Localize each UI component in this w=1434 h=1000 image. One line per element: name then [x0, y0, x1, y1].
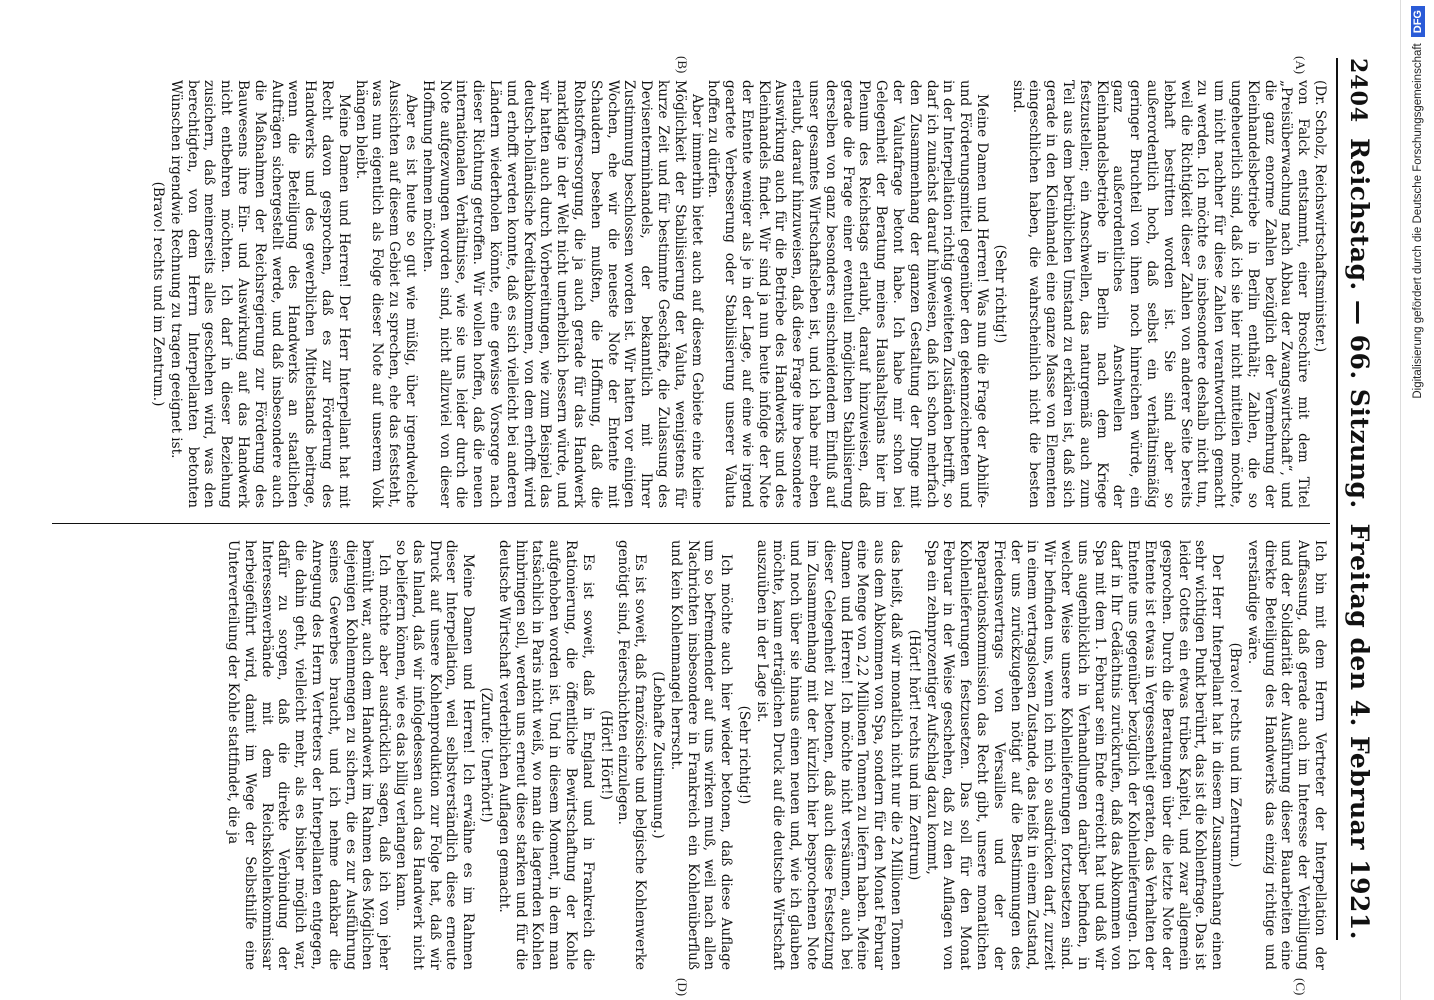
page-number: 2404 — [1345, 58, 1371, 124]
column-divider — [52, 523, 1330, 524]
paragraph: Ich möchte auch hier wieder betonen, daß diese Auflage um so befremdender auf uns wirken muß, weil nach allen Nachrichten insbesondere in Frankreich ein Kohlenüberfluß und kein Kohlenmangel herrscht. — [667, 540, 735, 970]
margin-mark-b: (B) — [675, 56, 690, 74]
paragraph: Ich möchte aber ausdrücklich sagen, daß ich von jeher bemüht war, auch dem Handwerk im Rahmen des Möglichen diejenigen Kohlenmengen zu sichern, die es zur Ausführung seines Gewerbes braucht, und ich nehme dankbar die Anregung des Herrn Vertreters der Interpellanten entgegen, die dahin geht, vielleicht mehr, als es bisher möglich war, dafür zu sorgen, daß die direkte Verbindung der Interessenverbände mit dem Reichskohlenkommissar herbeigeführt wird, damit im Wege der Selbsthilfe eine Unterverteilung der Kohle stattfindet, die ja — [225, 540, 393, 970]
left-column — [60, 80, 1328, 508]
paragraph: Aber immerhin bietet auch auf diesem Gebiete eine kleine Möglichkeit der Stabilisierung der Valuta, wenigstens für kurze Zeit und für bestimmte Geschäfte, die Zulassung des Devisenterminhandels, der bekanntlich mit Ihrer Zustimmung beschlossen worden ist. Wir hatten vor einigen Wochen, ehe wir die neueste Note der Entente mit Schaudern besehen mußten, die Hoffnung, daß die Rohstoffversorgung, die ja auch gerade für das Handwerk marktlage in der Welt nicht unerheblich bessern würde, und wir hatten auch durch Vorbereitungen, wie zum Beispiel das deutsch-holländische Kreditabkommen, von dem erhofft wird und erhofft werden konnte, daß es sich vielleicht bei anderen Ländern wiederholen könnte, eine gewisse Vorsorge nach dieser Richtung getroffen. Wir wollen hoffen, daß die neuen internationalen Verhältnisse, wie sie uns leider durch die Note aufgezwungen worden sind, nicht allzuviel von dieser Hoffnung nehmen möchten. — [419, 80, 705, 508]
interjection: (Lebhafte Zustimmung.) — [649, 671, 666, 839]
header-rule — [1336, 58, 1338, 940]
header-date: Freitag den 4. Februar 1921. — [1345, 523, 1374, 940]
paragraph: Ich bin mit dem Herrn Vertreter der Interpellation der Auffassung, daß gerade auch im Interesse der Verbilligung und der Solidarität der Ausführung dieser Bauarbeiten eine direkte Beteiligung des Handwerks das einzig richtige und verständige wäre. — [1244, 540, 1328, 970]
margin-mark-c: (C) — [1293, 978, 1308, 996]
dfg-logo: DFG — [1411, 6, 1425, 37]
paragraph: Der Herr Interpellant hat in diesem Zusammenhang einen sehr wichtigen Punkt berührt, das ist die Kohlenfrage. Das ist leider Gottes ein etwas trübes Kapitel, und zwar allgemein gesprochen. Durch die Beratungen über die letzte Note der Entente ist etwas in Vergessenheit geraten, das Verhalten der Entente uns gegenüber bezüglich der Kohlenlieferungen. Ich darf in Ihr Gedächtnis zurückrufen, daß das Abkommen von Spa mit dem 1. Februar sein Ende erreicht hat und daß wir uns augenblicklich in Verhandlungen darüber befinden, in welcher Weise unsere Kohlenlieferungen fortzusetzen sind. Wir befinden uns, wenn ich mich so ausdrücken darf, zurzeit in einem vertragslosen Zustande, das heißt in einem Zustand, der uns zurückzugehen nötigt auf die Bestimmungen des Friedensvertrags von Versailles und der der Reparationskommission das Recht gibt, unsere monatlichen Kohlenlieferungen festzusetzen. Das soll für den Monat Februar in der Weise geschehen, daß zu den Auflagen von Spa ein zehnprozentiger Aufschlag dazu kommt, — [923, 540, 1226, 970]
interjection: (Sehr richtig!) — [735, 705, 752, 805]
interjection: (Bravo! rechts und im Zentrum.) — [150, 181, 167, 407]
funding-text: Digitalisierung gefördert durch die Deutsche Forschungsgemeinschaft — [1412, 43, 1424, 399]
funding-sidebar — [1400, 0, 1434, 1000]
margin-mark-a: (A) — [1293, 56, 1308, 75]
interjection: (Hört! Hört!) — [597, 710, 614, 800]
page-header — [1344, 58, 1374, 940]
paragraph: von Falck entstammt, einer Broschüre mit dem Titel „Preisüberwachung nach Abbau der Zwangswirtschaft“, und die ganz enorme Zahlen bezüglich der Vermehrung der Kleinhandelsbetriebe in Berlin enthält; Zahlen, die so ungeheuerlich sind, daß ich sie hier nicht mitteilen möchte, um nicht nachher für diese Zahlen verantwortlich gemacht zu werden. Ich möchte es insbesondere deshalb nicht tun, weil die Richtigkeit dieser Zahlen von anderer Seite bereits lebhaft bestritten worden ist. Sie sind aber so außerordentlich hoch, daß selbst ein verhältnismäßig geringer Bruchteil von ihnen noch hinreichen würde, ein ganz außerordentliches Anschwellen der Kleinhandelsbetriebe in Berlin nach dem Kriege festzustellen; ein Anschwellen, das naturgemäß auch zum Teil aus dem betrüblichen Umstand zu erklären ist, daß sich gerade in den Kleinhandel eine ganze Masse von Elementen eingeschlichen haben, die wahrscheinlich nicht die besten sind. — [1009, 80, 1312, 508]
header-title: Reichstag. — 66. Sitzung. — [1345, 138, 1374, 509]
paragraph: Meine Damen und Herren! Der Herr Interpellant hat mit Recht davon gesprochen, daß es zur Förderung des Handwerks und des gewerblichen Mittelstands beitrage, wenn die Beteiligung des Handwerks an staatlichen Aufträgen sichergestellt werde, und daß insbesondere auch die Maßnahmen der Reichsregierung zur Förderung des Bauwesens ihre Ein- und Auswirkung auf das Handwerk nicht entbehren möchten. Ich darf in dieser Beziehung zusichern, daß meinerseits alles geschehen wird, was den berechtigten, von dem Herrn Interpellanten betonten Wünschen irgendwie Rechnung zu tragen geeignet ist. — [167, 80, 352, 508]
interjection: (Hört! hört! rechts und im Zentrum) — [905, 629, 922, 881]
margin-mark-d: (D) — [675, 978, 690, 997]
paragraph: Meine Damen und Herren! Ich erwähne es im Rahmen dieser Interpellation, weil selbstverständlich diese erneute Druck auf unsere Kohlenproduktion zur Folge hat, daß wir das Inland, daß wir infolgedessen auch das Handwerk nicht so beliefern können, wie es das billig verlangen kann. — [392, 540, 477, 970]
paragraph: das heißt, daß wir monatlich nicht nur die 2 Millionen Tonnen aus dem Abkommen von Spa, sondern für den Monat Februar eine Menge von 2,2 Millionen Tonnen zu liefern haben. Meine Damen und Herren! Ich möchte nicht versäumen, auch bei dieser Gelegenheit zu betonen, daß auch diese Festsetzung im Zusammenhang mit der kürzlich hier besprochenen Note und noch über sie hinaus einen neuen und, wie ich glauben möchte, kaum erträglichen Druck auf die deutsche Wirtschaft auszuüben in der Lage ist. — [753, 540, 905, 970]
paragraph: Meine Damen und Herren! Was nun die Frage der Abhilfe- und Förderungsmittel gegenüber den gekennzeichneten und in der Interpellation richtig geweiteten Zuständen betrifft, so darf ich zunächst darauf hinweisen, daß ich schon mehrfach den Zusammenhang der ganzen Gestaltung der Dinge mit der Valutafrage betont habe. Ich habe mir schon bei Gelegenheit der Beratung meines Haushaltsplans hier im Plenum des Reichstags erlaubt, darauf hinzuweisen, daß gerade die Frage einer eventuell möglichen Stabilisierung derselben von ganz besonders einschneidendem Einfluß auf unser gesamtes Wirtschaftsleben ist, und ich habe mir eben erlaubt, darauf hinzuweisen, daß diese Frage ihre besondere Auswirkung auch für die Betriebe des Handwerks und des Kleinhandels findet. Wir sind ja nun heute infolge der Note der Entente weniger als je in der Lage, auf eine wie irgend geartete Verbesserung oder Stabilisierung unserer Valuta hoffen zu dürfen. — [705, 80, 991, 508]
interjection: (Sehr richtig!) — [991, 244, 1008, 344]
paragraph: Es ist soweit, daß französische und belgische Kohlenwerke genötigt sind, Feierschichten einzulegen. — [615, 540, 649, 970]
funding-notice — [1410, 6, 1426, 996]
speaker-label: (Dr. Scholz, Reichswirtschaftsminister.) — [1312, 80, 1328, 353]
interjection: (Bravo! rechts und im Zentrum.) — [1227, 642, 1244, 868]
right-column — [60, 540, 1328, 970]
interjection: (Zurufe: Unerhört!) — [477, 687, 494, 823]
paragraph: Aber es ist heute so gut wie müßig, über irgendwelche Aussichten auf diesem Gebiet zu sprechen, ehe das feststeht, was nun eigentlich als Folge dieser Note auf unserem Volk hängen bleibt. — [352, 80, 419, 508]
paragraph: Es ist soweit, daß in England und in Frankreich die Rationierung, die öffentliche Bewirtschaftung der Kohle aufgehoben worden ist. Und in diesem Moment, in dem man tatsächlich in Paris nicht weiß, wo man die lagernden Kohlen hinbringen soll, werden uns erneut diese starken und für die deutsche Wirtschaft verderblichen Auflagen gemacht. — [495, 540, 596, 970]
